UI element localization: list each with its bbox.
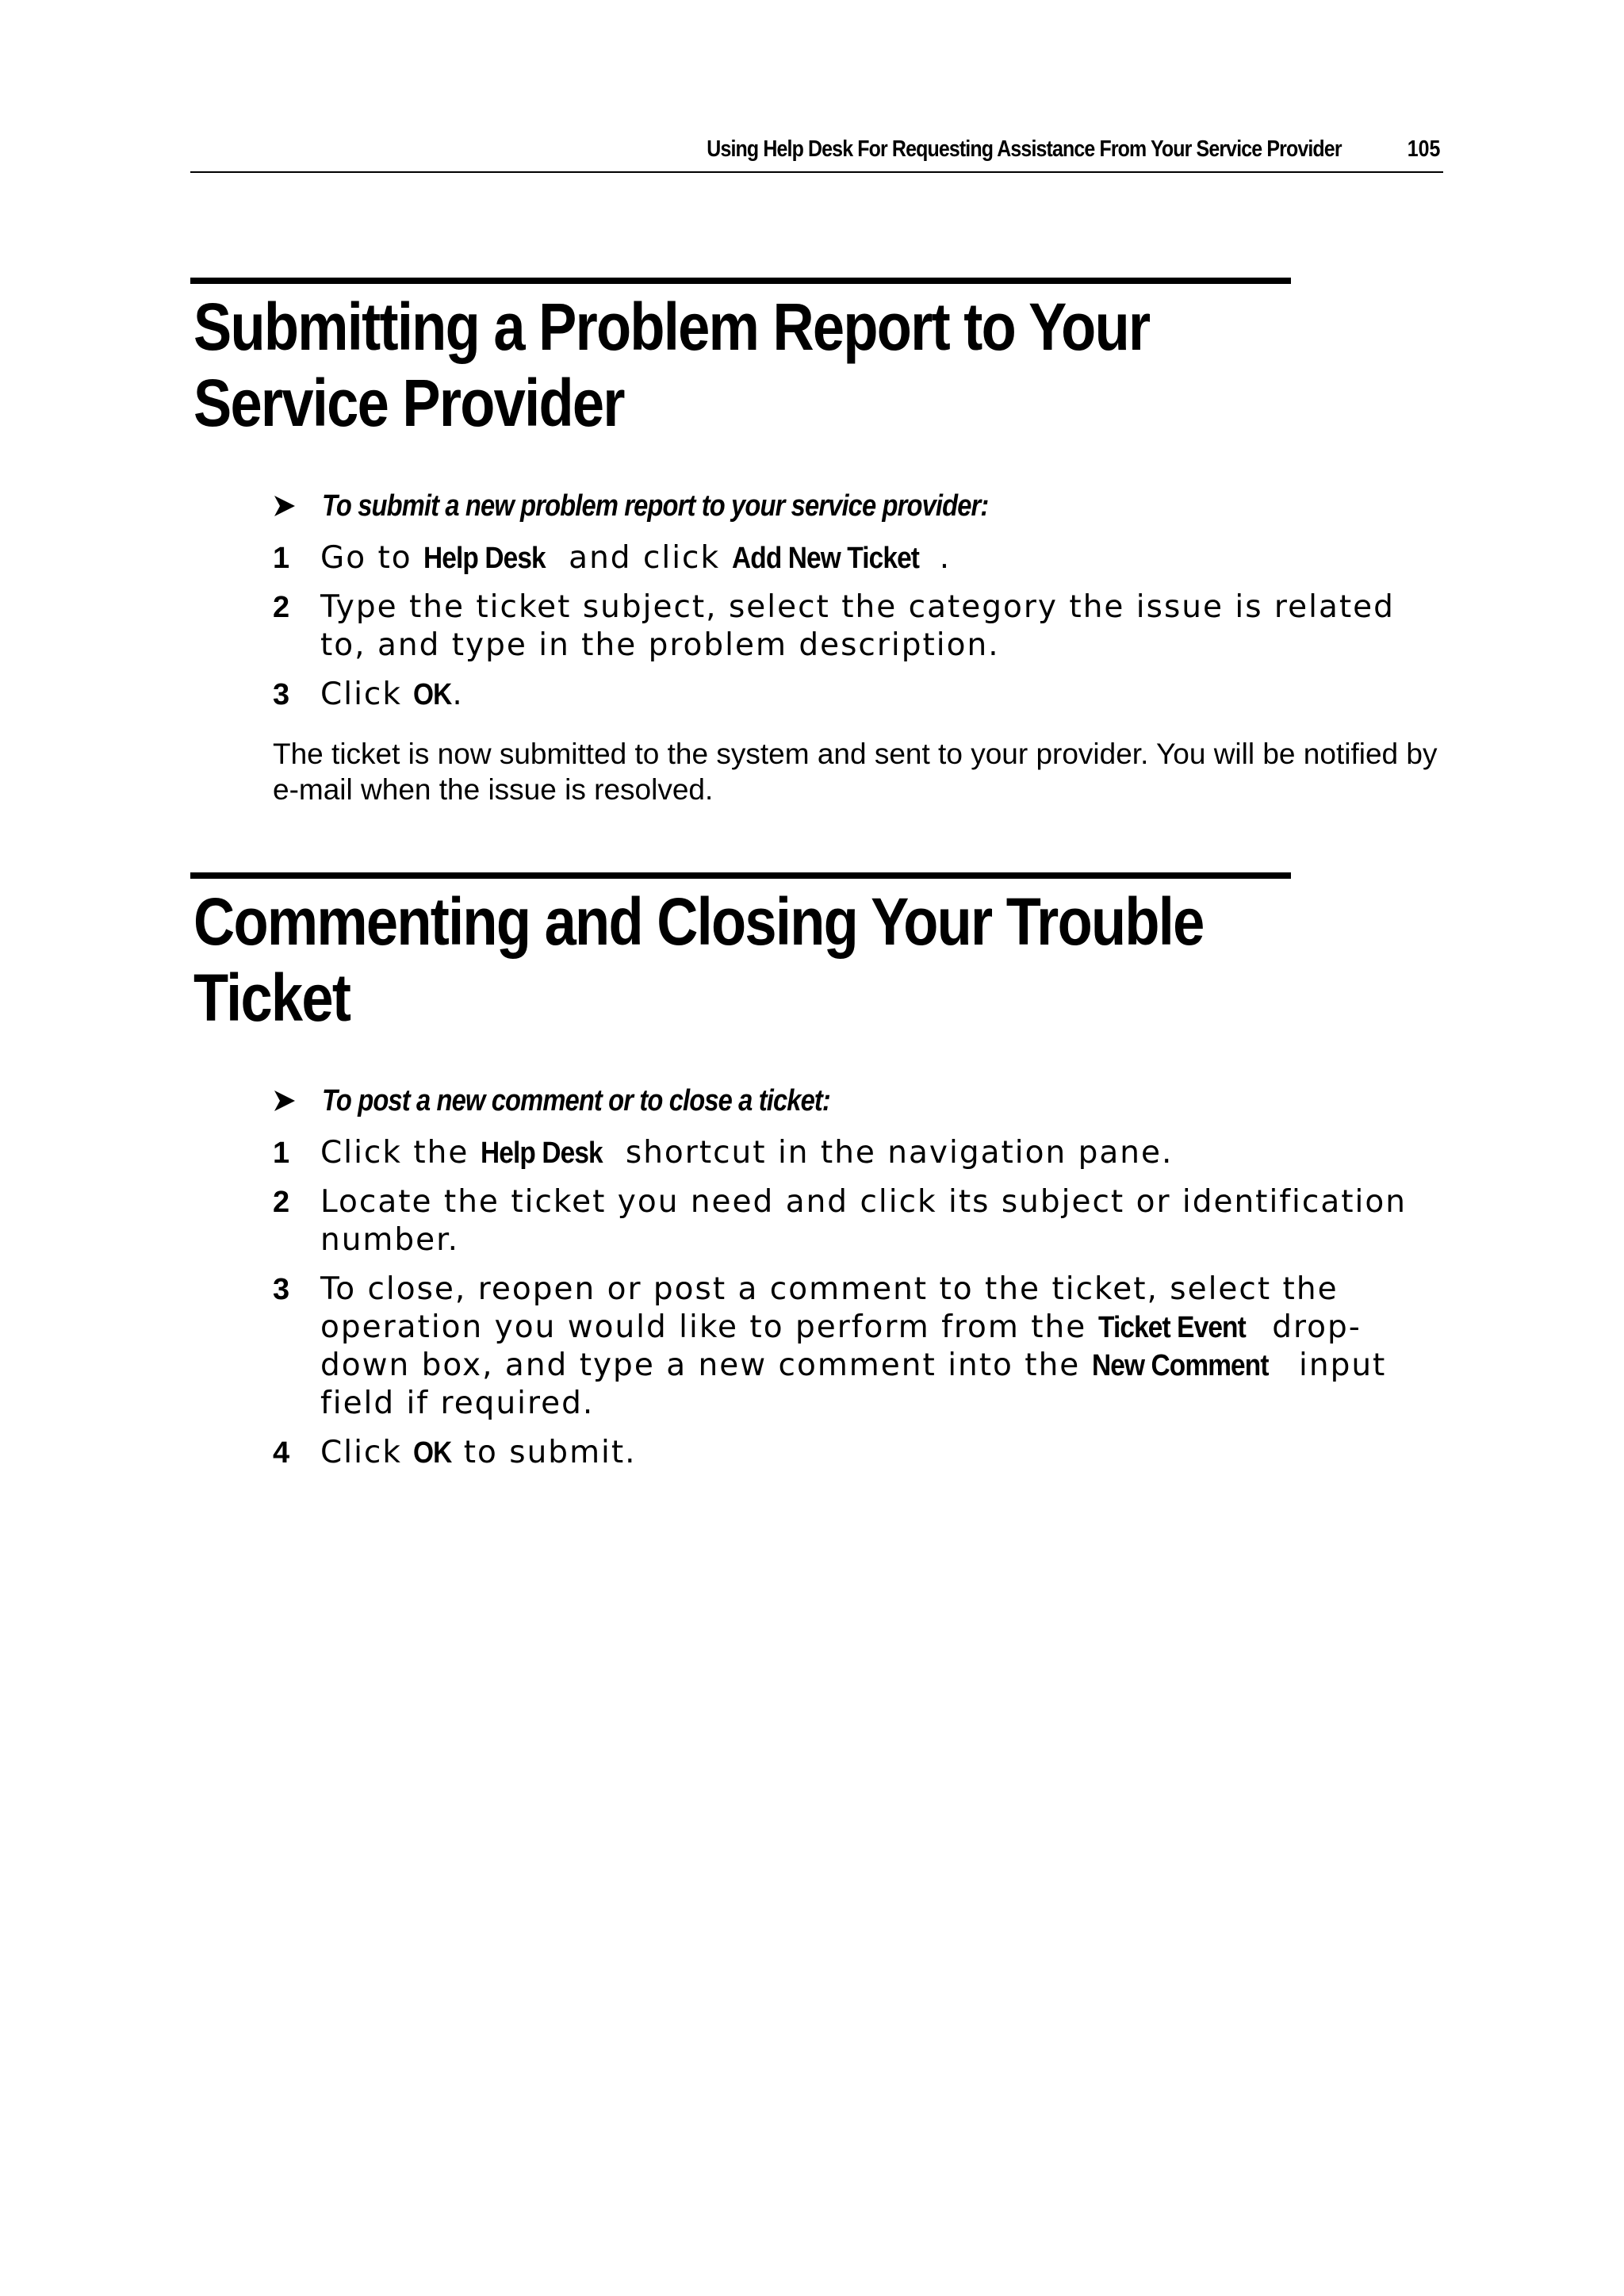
step-text: To close, reopen or post a comment to the ticket, select the operation you would like to perform from the (320, 1271, 1339, 1345)
procedure-intro-text: To post a new comment or to close a ticket: (322, 1083, 830, 1117)
heading-line: Commenting and Closing Your Trouble (193, 884, 1204, 959)
heading-line: Submitting a Problem Report to Your (193, 289, 1150, 364)
ui-term-help-desk: Help Desk (423, 542, 546, 575)
section-rule (190, 872, 1291, 879)
section-heading-commenting (193, 884, 1216, 1036)
procedure-intro-submit (273, 487, 1097, 525)
step-item (273, 539, 1446, 577)
step-number: 2 (273, 591, 290, 624)
step-number: 3 (273, 1273, 290, 1306)
arrowhead-bullet-icon (273, 494, 297, 518)
procedure-intro-text: To submit a new problem report to your service provider: (322, 489, 989, 523)
running-header (190, 133, 1443, 173)
ui-term-add-new-ticket: Add New Ticket (731, 542, 919, 575)
running-header-title: Using Help Desk For Requesting Assistance From Your Service Provider (707, 136, 1342, 162)
step-text: input field if required. (320, 1347, 1387, 1421)
step-text: Click the (320, 1135, 481, 1171)
ui-term-ok: OK (413, 678, 452, 711)
ui-term-ticket-event: Ticket Event (1097, 1311, 1246, 1344)
section-rule (190, 278, 1291, 284)
heading-line: Ticket (193, 960, 350, 1035)
step-text: shortcut in the navigation pane. (614, 1135, 1174, 1171)
step-text: Click (320, 677, 414, 712)
step-item (273, 676, 1446, 714)
step-text: . (452, 677, 464, 712)
step-text: to submit. (452, 1435, 637, 1470)
arrowhead-bullet-icon (273, 1089, 297, 1113)
procedure-intro-comment (273, 1082, 913, 1120)
steps-list-comment (273, 1134, 1446, 1483)
step-number: 1 (273, 1137, 290, 1170)
step-item (273, 1183, 1446, 1259)
step-number: 2 (273, 1186, 290, 1219)
step-text: and click (557, 540, 732, 576)
ui-term-ok: OK (413, 1436, 452, 1470)
step-number: 1 (273, 542, 290, 575)
step-item (273, 1134, 1446, 1172)
result-paragraph: The ticket is now submitted to the system and sent to your provider. You will be notified by e-mail when the issue is resolved. (273, 738, 1438, 806)
section-heading-submitting (193, 289, 1216, 441)
ui-term-new-comment: New Comment (1091, 1349, 1269, 1382)
page-number: 105 (1407, 136, 1440, 162)
step-text: . (939, 540, 952, 576)
step-item (273, 1434, 1446, 1472)
ui-term-help-desk: Help Desk (480, 1137, 603, 1170)
step-item (273, 588, 1446, 665)
step-text: drop-down box, and type a new comment into the (320, 1309, 1362, 1383)
step-text: Type the ticket subject, select the category the issue is related to, and type in the problem description. (320, 589, 1395, 663)
steps-list-submit (273, 539, 1446, 725)
step-text: Locate the ticket you need and click its subject or identification number. (320, 1184, 1407, 1258)
heading-line: Service Provider (193, 366, 624, 440)
step-text: Go to (320, 540, 424, 576)
step-number: 4 (273, 1436, 290, 1470)
step-text: Click (320, 1435, 414, 1470)
step-item (273, 1271, 1446, 1423)
step-number: 3 (273, 678, 290, 711)
